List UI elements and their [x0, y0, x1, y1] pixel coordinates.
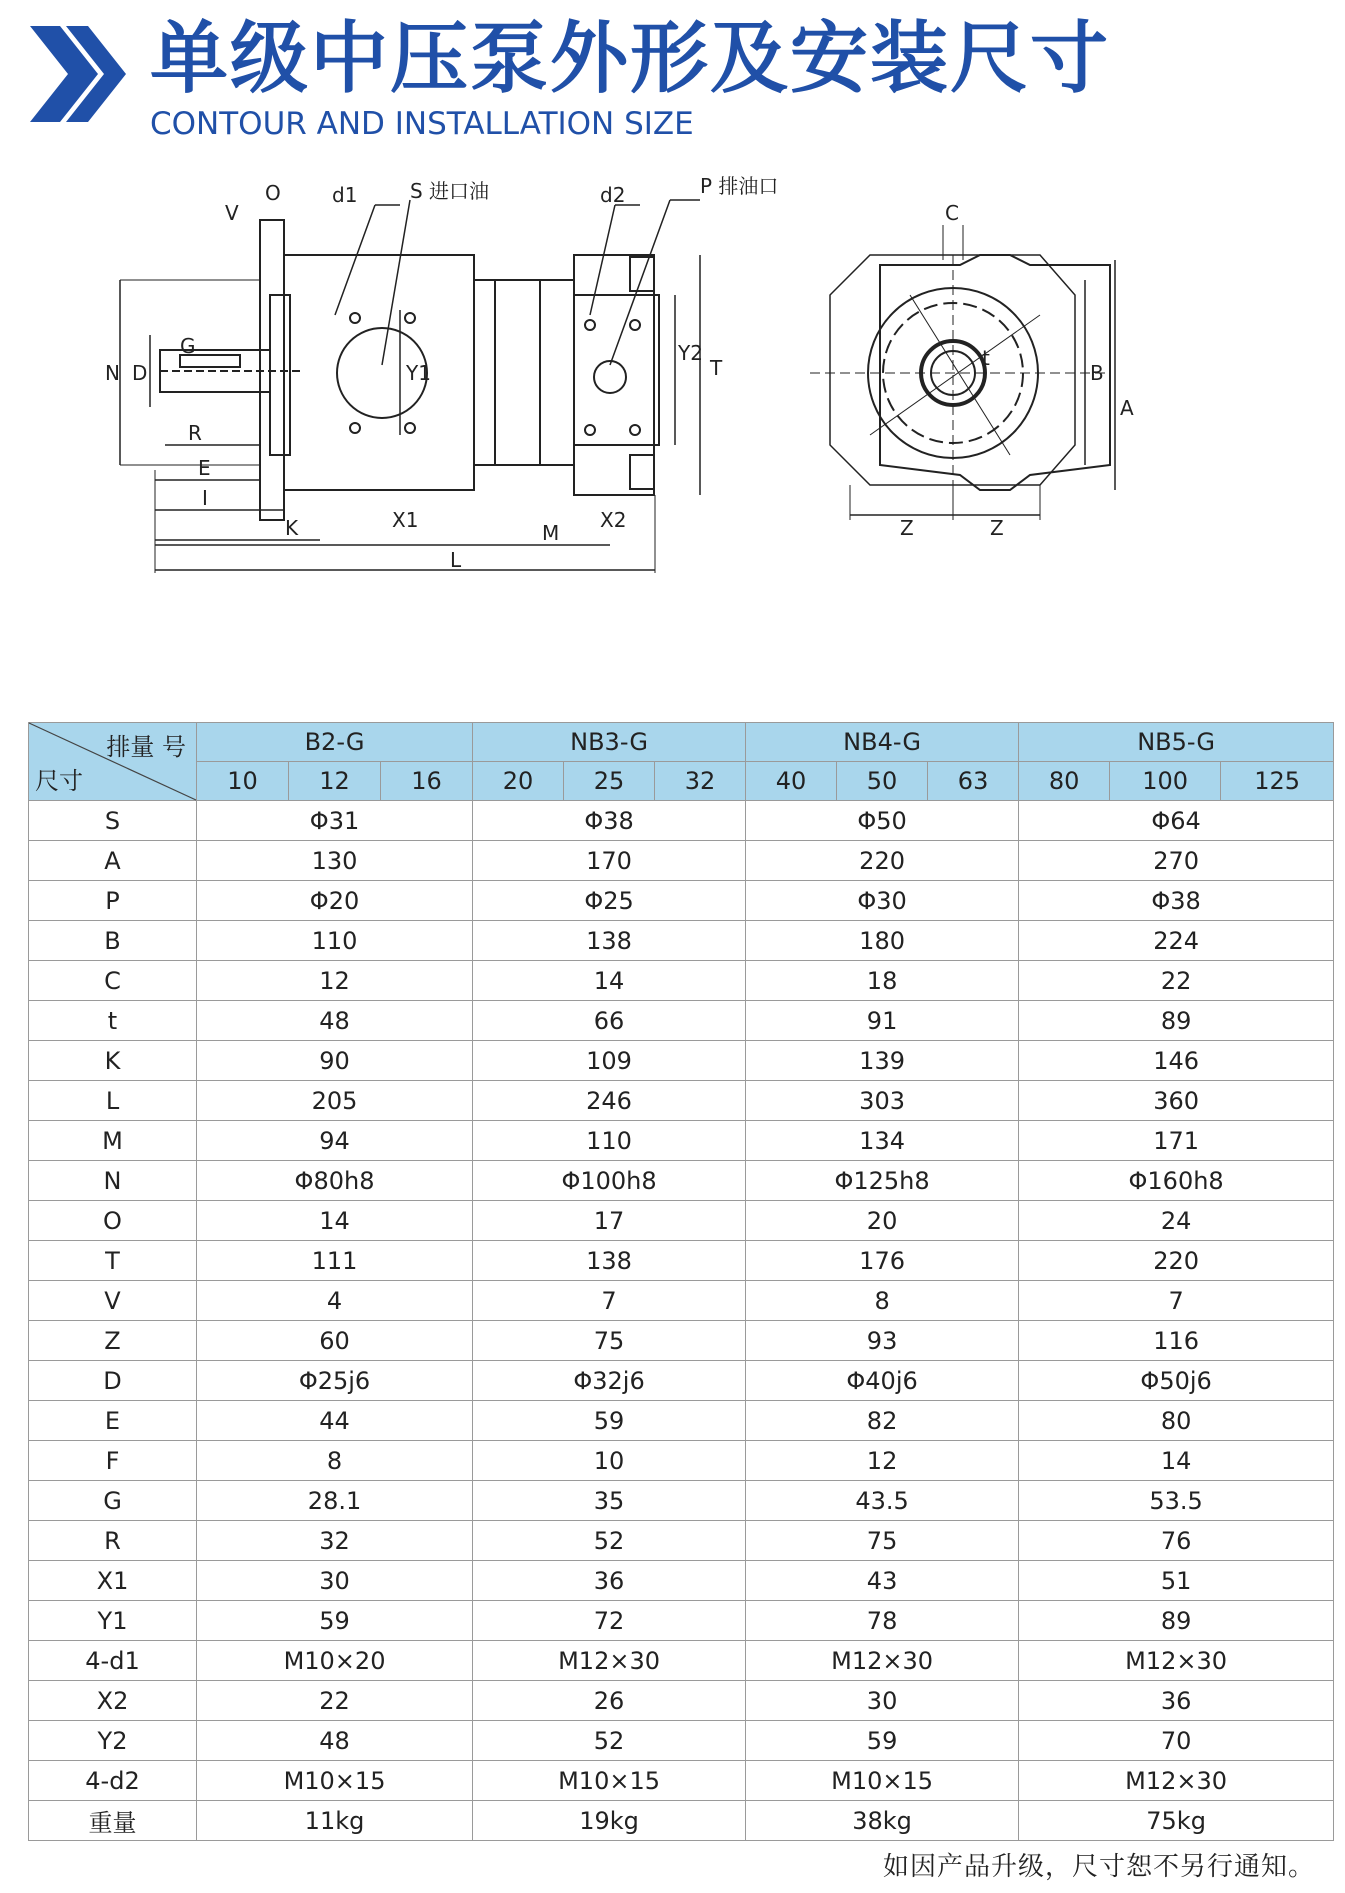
row-label: T	[29, 1241, 197, 1281]
table-cell: 10	[473, 1441, 746, 1481]
page-title: 单级中压泵外形及安装尺寸	[150, 14, 1111, 104]
table-cell: 20	[746, 1201, 1019, 1241]
drawing-label-k: K	[285, 516, 299, 540]
table-row	[29, 1801, 1334, 1841]
table-cell: 4	[197, 1281, 473, 1321]
table-cell: 43.5	[746, 1481, 1019, 1521]
size-header: 12	[289, 762, 381, 801]
row-label: 4-d2	[29, 1761, 197, 1801]
table-cell: 94	[197, 1121, 473, 1161]
table-cell: M12×30	[746, 1641, 1019, 1681]
table-cell: M10×15	[197, 1761, 473, 1801]
table-cell: 12	[197, 961, 473, 1001]
drawing-label-z-left: Z	[900, 516, 914, 540]
table-cell: 44	[197, 1401, 473, 1441]
drawing-label-s-inlet: S 进口油	[410, 179, 490, 203]
table-cell: 80	[1019, 1401, 1334, 1441]
table-cell: 59	[746, 1721, 1019, 1761]
table-cell: Φ50j6	[1019, 1361, 1334, 1401]
table-cell: Φ25	[473, 881, 746, 921]
table-cell: 30	[746, 1681, 1019, 1721]
row-label: D	[29, 1361, 197, 1401]
row-label: E	[29, 1401, 197, 1441]
table-cell: 24	[1019, 1201, 1334, 1241]
drawing-label-x1: X1	[392, 508, 419, 532]
table-cell: M12×30	[1019, 1641, 1334, 1681]
table-cell: 116	[1019, 1321, 1334, 1361]
row-label: 4-d1	[29, 1641, 197, 1681]
table-cell: Φ30	[746, 881, 1019, 921]
drawing-label-p-outlet: P 排油口	[700, 174, 779, 198]
dimension-table-body	[29, 801, 1334, 1841]
table-cell: 76	[1019, 1521, 1334, 1561]
table-row	[29, 881, 1334, 921]
table-corner-header	[29, 723, 197, 801]
table-cell: 28.1	[197, 1481, 473, 1521]
row-label: M	[29, 1121, 197, 1161]
table-row	[29, 1681, 1334, 1721]
row-label: G	[29, 1481, 197, 1521]
table-row	[29, 1121, 1334, 1161]
table-cell: 224	[1019, 921, 1334, 961]
table-cell: 170	[473, 841, 746, 881]
table-cell: 38kg	[746, 1801, 1019, 1841]
table-cell: 60	[197, 1321, 473, 1361]
row-label: X2	[29, 1681, 197, 1721]
table-cell: 246	[473, 1081, 746, 1121]
row-label: 重量	[29, 1801, 197, 1841]
table-cell: Φ38	[473, 801, 746, 841]
drawing-label-d: D	[132, 361, 148, 385]
table-row	[29, 1601, 1334, 1641]
row-label: O	[29, 1201, 197, 1241]
table-cell: 82	[746, 1401, 1019, 1441]
drawing-label-n: N	[105, 361, 120, 385]
table-cell: 78	[746, 1601, 1019, 1641]
drawing-label-l: L	[450, 548, 462, 572]
corner-label-size: 尺寸	[35, 767, 83, 795]
table-cell: 32	[197, 1521, 473, 1561]
size-header: 80	[1019, 762, 1110, 801]
drawing-label-d2: d2	[600, 183, 626, 207]
size-header: 20	[473, 762, 564, 801]
table-cell: Φ100h8	[473, 1161, 746, 1201]
table-cell: Φ31	[197, 801, 473, 841]
table-row	[29, 1401, 1334, 1441]
table-cell: 14	[1019, 1441, 1334, 1481]
table-cell: 75kg	[1019, 1801, 1334, 1841]
row-label: K	[29, 1041, 197, 1081]
table-cell: 146	[1019, 1041, 1334, 1081]
table-cell: Φ40j6	[746, 1361, 1019, 1401]
row-label: R	[29, 1521, 197, 1561]
row-label: X1	[29, 1561, 197, 1601]
table-row	[29, 961, 1334, 1001]
pump-dimension-drawing	[105, 174, 1260, 705]
table-cell: 52	[473, 1721, 746, 1761]
dimension-table	[28, 722, 1334, 1841]
drawing-label-t: t	[982, 346, 990, 370]
drawing-label-c: C	[945, 201, 959, 225]
row-label: C	[29, 961, 197, 1001]
page-header	[0, 0, 1345, 150]
table-cell: 19kg	[473, 1801, 746, 1841]
table-cell: 109	[473, 1041, 746, 1081]
row-label: Y2	[29, 1721, 197, 1761]
table-cell: 17	[473, 1201, 746, 1241]
table-row	[29, 1481, 1334, 1521]
row-label: Z	[29, 1321, 197, 1361]
table-cell: 138	[473, 921, 746, 961]
row-label: S	[29, 801, 197, 841]
table-cell: 205	[197, 1081, 473, 1121]
table-cell: M10×15	[746, 1761, 1019, 1801]
row-label: P	[29, 881, 197, 921]
table-cell: 30	[197, 1561, 473, 1601]
size-header: 10	[197, 762, 289, 801]
table-cell: 91	[746, 1001, 1019, 1041]
table-cell: 93	[746, 1321, 1019, 1361]
row-label: L	[29, 1081, 197, 1121]
table-cell: 43	[746, 1561, 1019, 1601]
table-row	[29, 1561, 1334, 1601]
table-cell: 360	[1019, 1081, 1334, 1121]
table-cell: 171	[1019, 1121, 1334, 1161]
table-cell: 134	[746, 1121, 1019, 1161]
table-cell: 90	[197, 1041, 473, 1081]
table-cell: 48	[197, 1721, 473, 1761]
table-cell: 220	[1019, 1241, 1334, 1281]
drawing-label-z-right: Z	[990, 516, 1004, 540]
table-cell: Φ64	[1019, 801, 1334, 841]
size-header: 32	[655, 762, 746, 801]
table-cell: 75	[473, 1321, 746, 1361]
table-row	[29, 1241, 1334, 1281]
table-row	[29, 841, 1334, 881]
drawing-label-d1: d1	[332, 183, 358, 207]
table-row	[29, 1001, 1334, 1041]
table-row	[29, 1081, 1334, 1121]
table-cell: 66	[473, 1001, 746, 1041]
table-cell: 22	[1019, 961, 1334, 1001]
table-cell: 36	[473, 1561, 746, 1601]
page-subtitle: CONTOUR AND INSTALLATION SIZE	[150, 106, 694, 142]
table-row	[29, 1321, 1334, 1361]
row-label: V	[29, 1281, 197, 1321]
drawing-label-m: M	[542, 521, 560, 545]
table-row	[29, 1161, 1334, 1201]
table-cell: 111	[197, 1241, 473, 1281]
row-label: A	[29, 841, 197, 881]
drawing-label-r: R	[188, 421, 202, 445]
table-row	[29, 1521, 1334, 1561]
table-cell: Φ38	[1019, 881, 1334, 921]
table-row	[29, 1281, 1334, 1321]
table-row	[29, 1041, 1334, 1081]
table-row	[29, 921, 1334, 961]
table-cell: 18	[746, 961, 1019, 1001]
table-cell: 51	[1019, 1561, 1334, 1601]
table-cell: 48	[197, 1001, 473, 1041]
corner-label-model: 排量 号	[106, 733, 186, 761]
row-label: F	[29, 1441, 197, 1481]
double-chevron-right-icon	[26, 24, 126, 124]
table-cell: M10×15	[473, 1761, 746, 1801]
model-header-b2g: B2-G	[197, 723, 473, 762]
table-cell: 138	[473, 1241, 746, 1281]
table-cell: 14	[473, 961, 746, 1001]
table-cell: Φ80h8	[197, 1161, 473, 1201]
table-cell: 36	[1019, 1681, 1334, 1721]
table-cell: 139	[746, 1041, 1019, 1081]
size-header: 100	[1110, 762, 1221, 801]
drawing-label-y1: Y1	[406, 361, 431, 385]
table-cell: 52	[473, 1521, 746, 1561]
drawing-label-b: B	[1090, 361, 1104, 385]
table-cell: 176	[746, 1241, 1019, 1281]
table-row	[29, 1761, 1334, 1801]
table-row	[29, 1721, 1334, 1761]
model-header-nb3g: NB3-G	[473, 723, 746, 762]
table-cell: Φ50	[746, 801, 1019, 841]
size-header: 50	[837, 762, 928, 801]
drawing-label-x2: X2	[600, 508, 627, 532]
table-row	[29, 1361, 1334, 1401]
row-label: B	[29, 921, 197, 961]
table-cell: M10×20	[197, 1641, 473, 1681]
table-row	[29, 1201, 1334, 1241]
table-cell: 89	[1019, 1601, 1334, 1641]
table-cell: 89	[1019, 1001, 1334, 1041]
table-cell: 110	[197, 921, 473, 961]
table-cell: 70	[1019, 1721, 1334, 1761]
table-cell: 7	[473, 1281, 746, 1321]
table-cell: Φ20	[197, 881, 473, 921]
table-cell: Φ125h8	[746, 1161, 1019, 1201]
table-cell: 59	[473, 1401, 746, 1441]
table-cell: 12	[746, 1441, 1019, 1481]
size-header: 125	[1221, 762, 1334, 801]
table-cell: 26	[473, 1681, 746, 1721]
size-header: 63	[928, 762, 1019, 801]
model-header-nb5g: NB5-G	[1019, 723, 1334, 762]
table-cell: 72	[473, 1601, 746, 1641]
table-cell: 8	[746, 1281, 1019, 1321]
table-cell: 53.5	[1019, 1481, 1334, 1521]
drawing-label-g: G	[180, 334, 196, 358]
table-cell: 59	[197, 1601, 473, 1641]
footnote: 如因产品升级，尺寸恕不另行通知。	[882, 1852, 1315, 1882]
row-label: N	[29, 1161, 197, 1201]
drawing-label-t-height: T	[710, 356, 723, 380]
table-cell: 130	[197, 841, 473, 881]
table-row	[29, 801, 1334, 841]
table-cell: 22	[197, 1681, 473, 1721]
table-cell: 14	[197, 1201, 473, 1241]
drawing-label-o: O	[265, 181, 281, 205]
size-header: 16	[381, 762, 473, 801]
table-cell: 8	[197, 1441, 473, 1481]
row-label: Y1	[29, 1601, 197, 1641]
table-row	[29, 1641, 1334, 1681]
table-cell: 7	[1019, 1281, 1334, 1321]
table-cell: 75	[746, 1521, 1019, 1561]
drawing-label-i: I	[202, 486, 208, 510]
table-cell: 270	[1019, 841, 1334, 881]
table-cell: M12×30	[473, 1641, 746, 1681]
drawing-label-a: A	[1120, 396, 1134, 420]
size-header: 40	[746, 762, 837, 801]
size-header: 25	[564, 762, 655, 801]
model-header-nb4g: NB4-G	[746, 723, 1019, 762]
table-cell: 35	[473, 1481, 746, 1521]
table-cell: Φ32j6	[473, 1361, 746, 1401]
table-cell: 180	[746, 921, 1019, 961]
drawing-label-y2: Y2	[678, 341, 703, 365]
table-cell: 220	[746, 841, 1019, 881]
drawing-label-e: E	[198, 456, 211, 480]
table-cell: 11kg	[197, 1801, 473, 1841]
table-cell: 110	[473, 1121, 746, 1161]
table-cell: M12×30	[1019, 1761, 1334, 1801]
table-cell: Φ160h8	[1019, 1161, 1334, 1201]
table-row	[29, 1441, 1334, 1481]
drawing-label-v: V	[225, 201, 239, 225]
row-label: t	[29, 1001, 197, 1041]
table-cell: 303	[746, 1081, 1019, 1121]
table-cell: Φ25j6	[197, 1361, 473, 1401]
